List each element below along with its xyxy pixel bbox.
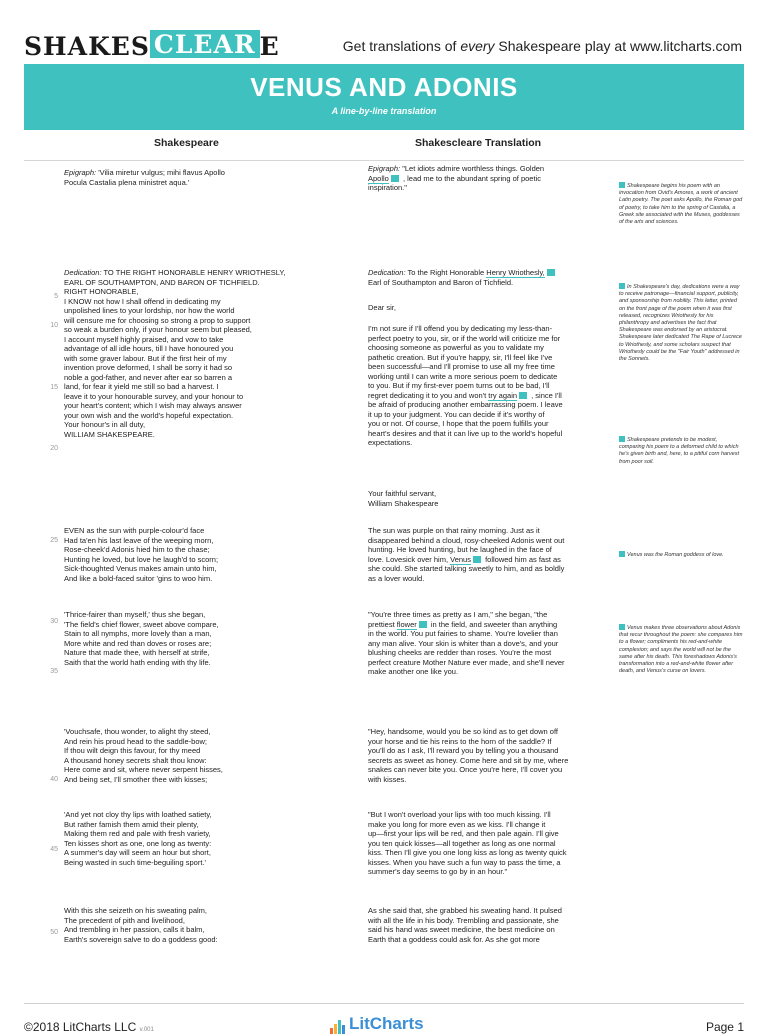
- translation-salutation: Dear sir,: [368, 303, 396, 312]
- note-link-venus[interactable]: Venus: [450, 554, 471, 564]
- page-subtitle: A line-by-line translation: [331, 106, 437, 116]
- translation-stanza-3: "Hey, handsome, would you be so kind as to get down off your horse and tie his reins to the horn of the saddle? If you'll do as I ask, I'll reward you by telling you a thousand secrets as sweet as honey. Come here and sit by me, where snakes can never bite you. Once you're here, I'll cover you with kisses.: [368, 727, 569, 784]
- original-epigraph: Epigraph: 'Vilia miretur vulgus; mihi flavus Apollo Pocula Castalia plena ministret aqua.': [64, 168, 225, 187]
- translation-signature: Your faithful servant, William Shakespeare: [368, 489, 439, 508]
- note-observations: Venus makes three observations about Adonis that recur throughout the poem: she compares him to a flower; compliments his red-and-white complexion; and says the world will not be the same after his death. This foreshadows Adonis's transformation into a red-and-white flower after death, and Venus's curse on lovers.: [619, 625, 743, 675]
- translation-epigraph: Epigraph: "Let idiots admire worthless things. Golden Apollo , lead me to the abundant spring of poetic inspiration.": [368, 164, 545, 192]
- translation-stanza-5: As she said that, she grabbed his sweating hand. It pulsed with all the life in his body. Trembling and passionate, she said his hand was sweet medicine, the best medicine on Earth that a goddess could ask for. As she got more: [368, 906, 562, 944]
- column-header-translation: Shakescleare Translation: [415, 137, 542, 149]
- translation-dedication-body: I'm not sure if I'll offend you by dedicating my less-than- perfect poetry to you, sir, or if the world will criticize me for choosing someone as powerful as you to validate my pathetic creation. But if you're happy, sir, I'll feel like I've been successful—and I'll promise to use all my free time working until I can write a more serious poem to dedicate to you. But if my first-ever poem turns out to be bad, I'll regret dedicating it to you and won't try again , since I'll be afraid of producing another embarrassing poem. I leave it up to your judgment. You can decide if it's worthy of you or not. Of course, I hope that the poem fulfills your heart's desires and that it can live up to the world's hopeful expectations.: [368, 324, 563, 447]
- note-dedication: In Shakespeare's day, dedications were a way to receive patronage—financial support, publicity, and sponsorship from nobility. This letter, printed on the front page of the poem when it was first released, recognizes Wriothesly for his philanthropy and advertises the fact that Shakespeare was endorsed by an aristocrat. Shakespeare later dedicated The Rape of Lucrece to Wriothesly, and some scholars suspect that Wriothesly could be the "Fair Youth" addressed in the Sonnets.: [619, 284, 742, 363]
- note-marker-icon: [619, 182, 625, 188]
- page-number: Page 1: [705, 1020, 744, 1034]
- original-stanza-2: 'Thrice-fairer than myself,' thus she began, 'The field's chief flower, sweet above compare, Stain to all nymphs, more lovely than a man, More white and red than doves or roses are; Nature that made thee, with herself at strife, Saith that the world hath ending with thy life.: [64, 610, 219, 667]
- header-divider: [24, 160, 744, 161]
- note-marker-icon: [619, 283, 625, 289]
- note-link-try-again[interactable]: try again: [488, 390, 518, 400]
- note-modesty: Shakespeare pretends to be modest, comparing his poem to a deformed child to which he's given birth and, here, to a pitiful corn harvest from poor soil.: [619, 437, 739, 465]
- line-number: 20: [50, 445, 58, 452]
- line-number: 15: [50, 384, 58, 391]
- note-venus: Venus was the Roman goddess of love.: [619, 551, 743, 559]
- column-header-original: Shakespeare: [154, 137, 219, 149]
- note-link-henry-wriothesly[interactable]: Henry Wriothesly,: [486, 268, 545, 277]
- line-number: 5: [54, 293, 58, 300]
- line-number: 35: [50, 668, 58, 675]
- page-title: VENUS AND ADONIS: [250, 72, 518, 102]
- translation-stanza-1: The sun was purple on that rainy morning. Just as it disappeared behind a cloud, rosy-cheeked Adonis went out hunting. He loved hunting, but he laughed in the face of love. Lovesick over him, Venus followed him as fast as she could. She started talking sweetly to him, and as boldly as a lover would.: [368, 526, 565, 583]
- note-link-apollo[interactable]: Apollo: [368, 173, 389, 183]
- copyright: ©2018 LitCharts LLC v.001: [24, 1020, 154, 1034]
- original-dedication: Dedication: TO THE RIGHT HONORABLE HENRY WRIOTHESLY, EARL OF SOUTHAMPTON, AND BARON OF TICHFIELD. RIGHT HONORABLE, I KNOW not how I shall offend in dedicating my unpolished lines to your lordship, nor how the world will censure me for choosing so strong a prop to support so weak a burden only, if your honour seem but pleased, I account myself highly praised, and vow to take advantage of all idle hours, till I have honoured you with some graver labour. But if the first heir of my invention prove deformed, I shall be sorry it had so noble a god-father, and never after ear so barren a land, for fear it yield me still so bad a harvest. I leave it to your honourable survey, and your honour to your heart's content; which I wish may always answer your own wish and the world's hopeful expectation. Your honour's in all duty, WILLIAM SHAKESPEARE.: [64, 268, 286, 439]
- note-marker-icon[interactable]: [419, 621, 427, 628]
- line-number: 45: [50, 846, 58, 853]
- line-number: 30: [50, 618, 58, 625]
- translation-stanza-4: "But I won't overload your lips with too much kissing. I'll make you long for more even as we kiss. I'll change it up—first your lips will be red, and then pale again. I'll give you ten quick kisses—all together as long as one normal kiss. Then I'll give you one long kiss as long as twenty quick kisses. When you have such a fun way to pass the time, a summer's day seems to go by in an hour.": [368, 810, 567, 876]
- promo-text: Get translations of every Shakespeare play at www.litcharts.com: [342, 38, 742, 54]
- line-number: 40: [50, 776, 58, 783]
- note-link-flower[interactable]: flower: [396, 619, 417, 629]
- top-bar: [0, 0, 768, 64]
- note-marker-icon[interactable]: [519, 392, 527, 399]
- note-marker-icon: [619, 551, 625, 557]
- original-stanza-5: With this she seizeth on his sweating palm, The precedent of pith and livelihood, And trembling in her passion, calls it balm, Earth's sovereign salve to do a goddess good:: [64, 906, 218, 944]
- note-marker-icon[interactable]: [473, 556, 481, 563]
- note-marker-icon: [619, 436, 625, 442]
- line-number: 50: [50, 929, 58, 936]
- shakescleare-logo: SHAKES CLEAR E: [24, 30, 280, 61]
- note-epigraph: Shakespeare begins his poem with an invocation from Ovid's Amores, a work of ancient Latin poetry. The poet asks Apollo, the Roman god of poetry, to take him to the spring of Castalia, a Greek site associated with the Muses, goddesses of the arts and sciences.: [619, 183, 743, 226]
- bar-chart-icon: [330, 1014, 346, 1034]
- original-stanza-4: 'And yet not cloy thy lips with loathed satiety, But rather famish them amid their plenty, Making them red and pale with fresh variety, Ten kisses short as one, one long as twenty: A summer's day will seem an hour but short, Being wasted in such time-beguiling sport.': [64, 810, 212, 867]
- title-band: [24, 64, 744, 130]
- original-stanza-1: EVEN as the sun with purple-colour'd face Had ta'en his last leave of the weeping morn, Rose-cheek'd Adonis hied him to the chase; Hunting he loved, but love he laugh'd to scorn; Sick-thoughted Venus makes amain unto him, And like a bold-faced suitor 'gins to woo him.: [64, 526, 219, 583]
- note-marker-icon: [619, 624, 625, 630]
- footer-divider: [24, 1003, 744, 1004]
- note-marker-icon[interactable]: [547, 269, 555, 276]
- translation-stanza-2: "You're three times as pretty as I am," she began, "the prettiest flower in the field, and sweeter than anything in the world. You put fairies to shame. You're lovelier than any man alive. Your skin is whiter than a dove's, and your blushing cheeks are redder than roses. You're the most perfect creature Mother Nature ever made, and she'll never make another one like you.: [368, 610, 565, 676]
- translation-dedication: Dedication: To the Right Honorable Henry Wriothesly, Earl of Southampton and Baron of Tichfield.: [368, 268, 608, 287]
- line-number: 10: [50, 322, 58, 329]
- original-stanza-3: 'Vouchsafe, thou wonder, to alight thy steed, And rein his proud head to the saddle-bow; If thou wilt deign this favour, for thy meed A thousand honey secrets shalt thou know: Here come and sit, where never serpent hisses, And being set, I'll smother thee with kisses;: [64, 727, 223, 784]
- line-number: 25: [50, 537, 58, 544]
- litcharts-logo: LitCharts: [330, 1014, 424, 1034]
- note-marker-icon[interactable]: [391, 175, 399, 182]
